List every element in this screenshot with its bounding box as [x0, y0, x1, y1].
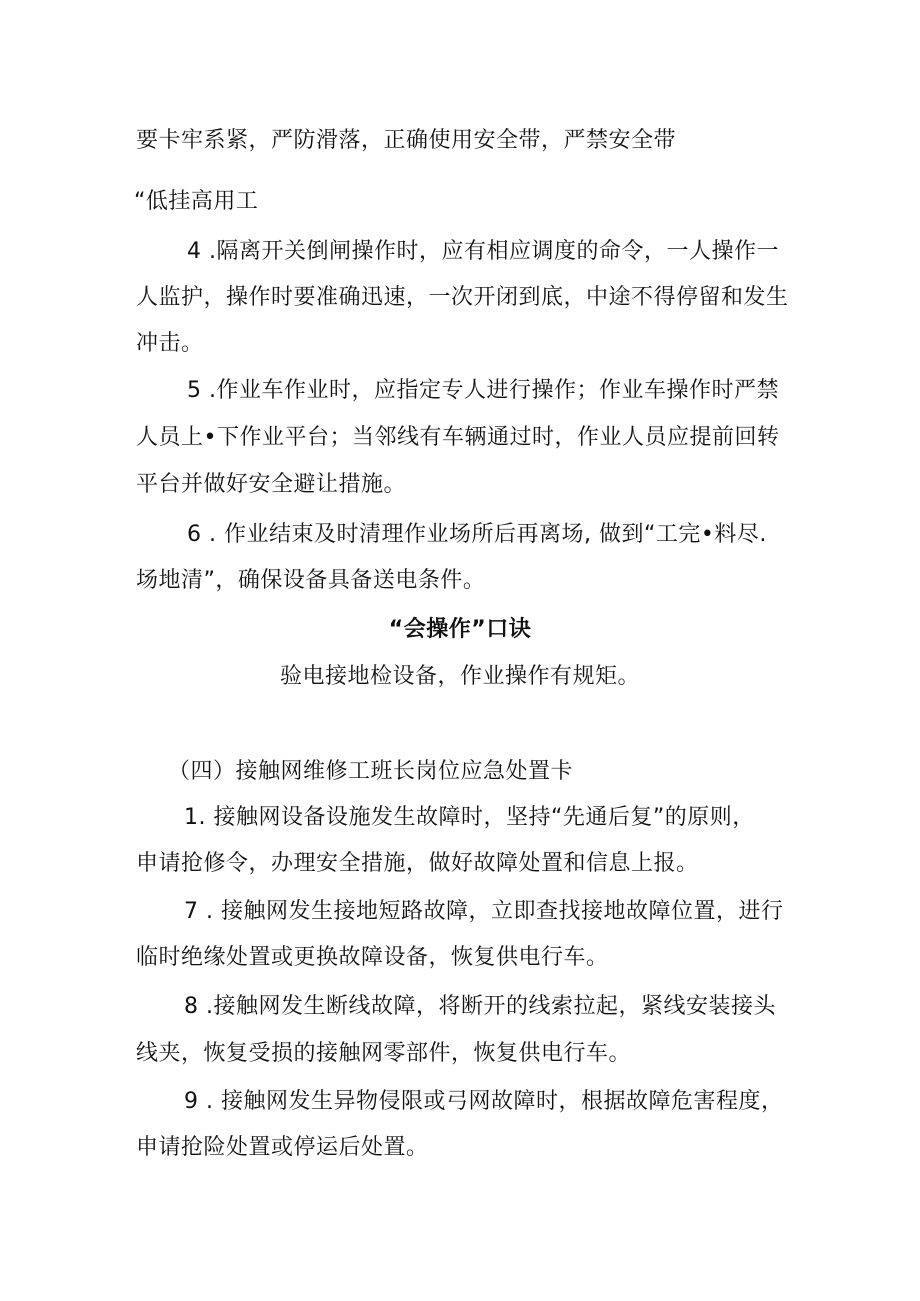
section-line: 临时绝缘处置或更换故障设备，恢复供电行车。 — [136, 945, 609, 970]
text-line: 场地清”，确保设备具备送电条件。 — [136, 568, 486, 593]
section-line: 申请抢修令，办理安全措施，做好故障处置和信息上报。 — [136, 851, 699, 876]
text-line: 人监护，操作时要准确迅速，一次开闭到底，中途不得停留和发生 — [136, 285, 789, 310]
text-line: “低挂高用工 — [134, 189, 259, 214]
text-line: 4 .隔离开关倒闸操作时，应有相应调度的命令，一人操作一 — [187, 239, 779, 264]
text-line: 要卡牢系紧，严防滑落，正确使用安全带，严禁安全带 — [136, 128, 677, 153]
section-line: 线夹，恢复受损的接触网零部件，恢复供电行车。 — [136, 1041, 632, 1066]
section-line: 8 .接触网发生断线故障，将断开的线索拉起，紧线安装接头 — [184, 994, 776, 1019]
motto-text: 验电接地检设备，作业操作有规矩。 — [279, 664, 640, 689]
section-title: （四）接触网维修工班长岗位应急处置卡 — [168, 759, 574, 784]
section-line: 申请抢险处置或停运后处置。 — [136, 1135, 429, 1160]
motto-title: “会操作”口诀 — [388, 617, 532, 642]
text-line: 冲击。 — [136, 331, 204, 356]
text-line: 人员上•下作业平台；当邻线有车辆通过时，作业人员应提前回转 — [136, 425, 780, 450]
section-line: 1. 接触网设备设施发生故障时，坚持“先通后复”的原则， — [184, 805, 755, 830]
text-line: 平台并做好安全避让措施。 — [136, 472, 407, 497]
text-line: 6 . 作业结束及时清理作业场所后再离场, 做到“工完•料尽. — [187, 522, 767, 547]
text-line: 5 .作业车作业时，应指定专人进行操作；作业车操作时严禁 — [187, 378, 779, 403]
section-line: 7 . 接触网发生接地短路故障，立即查找接地故障位置，进行 — [184, 899, 784, 924]
section-line: 9 . 接触网发生异物侵限或弓网故障时，根据故障危害程度， — [184, 1089, 784, 1114]
